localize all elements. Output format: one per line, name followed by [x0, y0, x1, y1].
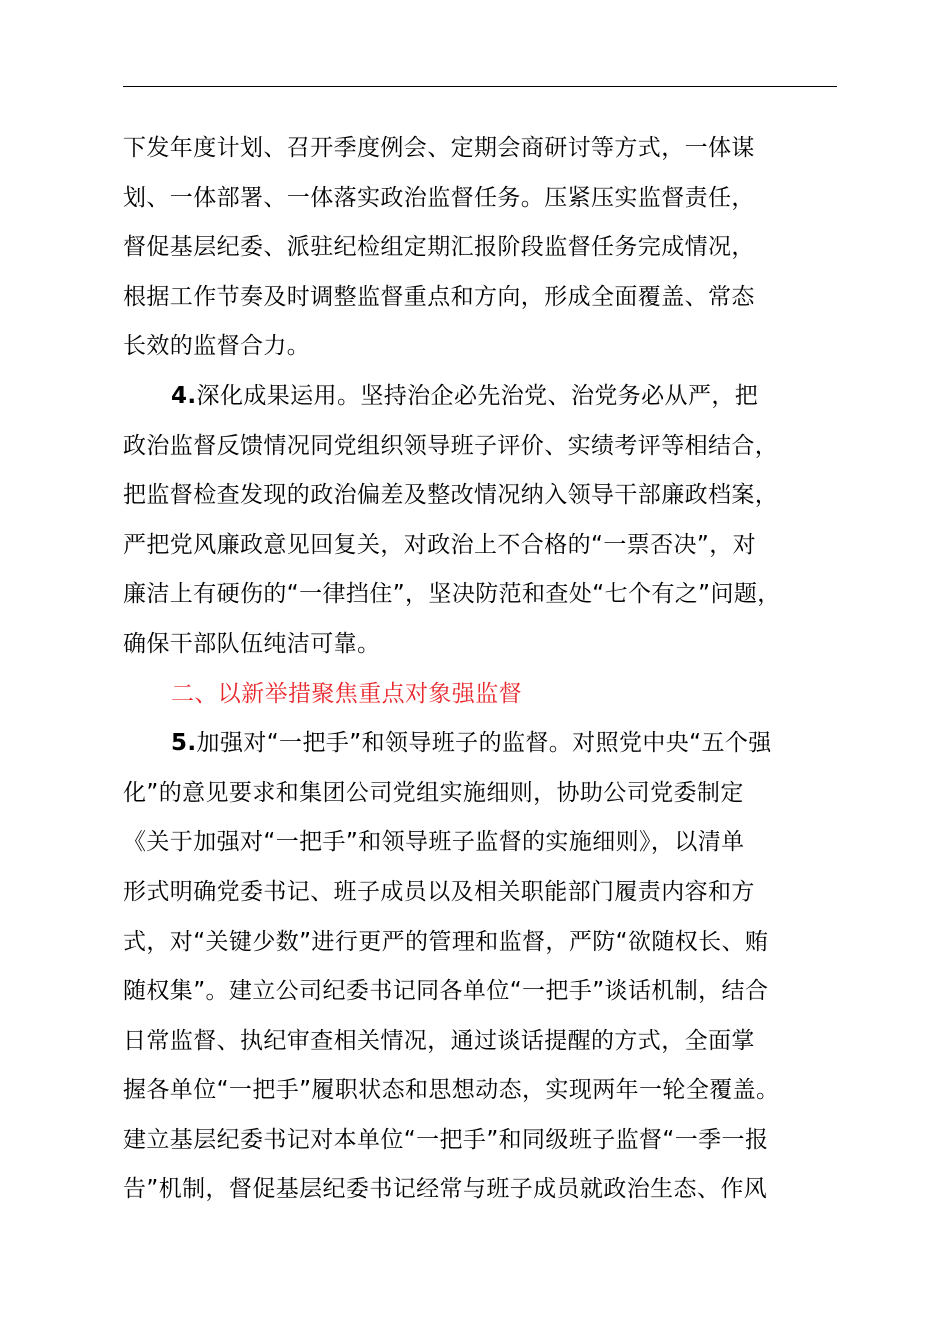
text-line: 形式明确党委书记、班子成员以及相关职能部门履责内容和方 — [123, 878, 755, 905]
section-heading: 二、以新举措聚焦重点对象强监督 — [171, 680, 522, 707]
text-line: 化”的意见要求和集团公司党组实施细则，协助公司党委制定 — [123, 779, 744, 806]
text-line: 随权集”。建立公司纪委书记同各单位“一把手”谈话机制，结合 — [123, 978, 769, 1005]
text-line: 严把党风廉政意见回复关，对政治上不合格的“一票否决”，对 — [123, 531, 757, 558]
text-line: 告”机制，督促基层纪委书记经常与班子成员就政治生态、作风 — [123, 1176, 768, 1203]
paragraph-first-line — [123, 719, 837, 769]
text-line: 把监督检查发现的政治偏差及整改情况纳入领导干部廉政档案， — [123, 482, 779, 509]
item-number: 4. — [171, 382, 197, 409]
paragraph-4 — [123, 372, 837, 670]
paragraph-5 — [123, 719, 837, 1215]
text-line: 式，对“关键少数”进行更严的管理和监督，严防“欲随权长、贿 — [123, 928, 769, 955]
text-line: 根据工作节奏及时调整监督重点和方向，形成全面覆盖、常态 — [123, 283, 755, 310]
text-line: 握各单位“一把手”履职状态和思想动态，实现两年一轮全覆盖。 — [123, 1077, 780, 1104]
text-line: 长效的监督合力。 — [123, 333, 311, 360]
text-line: 建立基层纪委书记对本单位“一把手”和同级班子监督“一季一报 — [123, 1126, 769, 1153]
item-title-text: 加强对“一把手”和领导班子的监督。对照党中央“五个强 — [196, 730, 772, 757]
header-rule — [123, 86, 837, 87]
text-line: 下发年度计划、召开季度例会、定期会商研讨等方式，一体谋 — [123, 135, 755, 161]
text-line: 确保干部队伍纯洁可靠。 — [123, 630, 381, 657]
text-line: 《关于加强对“一把手”和领导班子监督的实施细则》，以清单 — [123, 829, 745, 856]
text-line: 日常监督、执纪审查相关情况，通过谈话提醒的方式，全面掌 — [123, 1027, 755, 1054]
text-line: 督促基层纪委、派驻纪检组定期汇报阶段监督任务完成情况， — [123, 234, 755, 261]
item-title-text: 深化成果运用。坚持治企必先治党、治党务必从严，把 — [196, 382, 759, 409]
document-body — [123, 124, 837, 1215]
text-line: 划、一体部署、一体落实政治监督任务。压紧压实监督责任， — [123, 184, 755, 211]
item-number: 5. — [171, 730, 197, 757]
text-line: 廉洁上有硬伤的“一律挡住”，坚决防范和查处“七个有之”问题， — [123, 581, 781, 608]
paragraph-continued — [123, 124, 837, 372]
text-line: 政治监督反馈情况同党组织领导班子评价、实绩考评等相结合， — [123, 432, 779, 459]
paragraph-first-line — [123, 372, 837, 422]
